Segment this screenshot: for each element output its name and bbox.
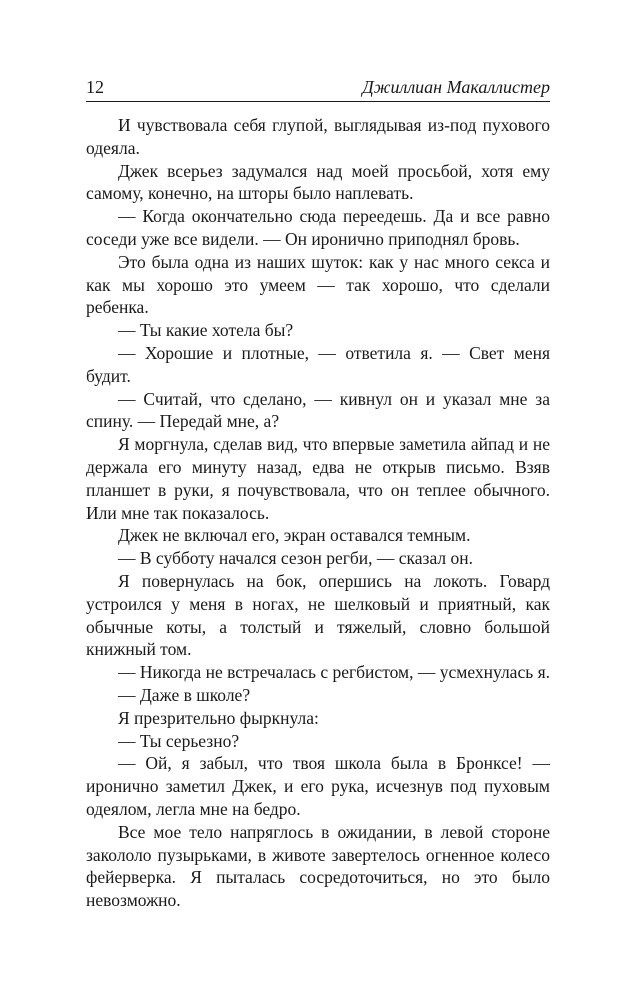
paragraph: Джек не включал его, экран оставался темным. (118, 525, 471, 546)
paragraph: — Ой, я забыл, что твоя школа была в Бронксе! — иронично заметил Джек, и его рука, исчезнув под пуховым одеялом, легла мне на бедро. (86, 753, 550, 819)
author-name: Джиллиан Макаллистер (362, 77, 550, 97)
paragraph: — Никогда не встречалась с регбистом, — усмехнулась я. (118, 662, 550, 683)
paragraph: Я моргнула, сделав вид, что впервые заметила айпад и не держала его минуту назад, едва не открыв письмо. Взяв планшет в руки, я почувствовала, что он теплее обычного. Или мне так показалось. (86, 434, 550, 523)
paragraph: Все мое тело напряглось в ожидании, в левой стороне закололо пузырьками, в животе завертелось огненное колесо фейерверка. Я пыталась сосредоточиться, но это было невозможно. (86, 821, 550, 911)
paragraph: Я презрительно фыркнула: (118, 707, 319, 728)
paragraph: — Когда окончательно сюда переедешь. Да и все равно соседи уже все видели. — Он иронично приподнял бровь. (86, 206, 550, 249)
paragraph: И чувствовала себя глупой, выглядывая из-под пухового одеяла. (86, 115, 550, 158)
paragraph: — Хорошие и плотные, — ответила я. — Свет меня будит. (86, 342, 550, 386)
paragraph: — Даже в школе? (118, 684, 251, 705)
header-rule (86, 101, 550, 102)
body-text (86, 114, 550, 912)
paragraph: — Считай, что сделано, — кивнул он и указал мне за спину. — Передай мне, а? (86, 388, 550, 432)
paragraph: Это была одна из наших шуток: как у нас много секса и как мы хорошо это умеем — так хорошо, что сделали ребенка. (86, 251, 550, 318)
paragraph: Я повернулась на бок, опершись на локоть. Говард устроился у меня в ногах, не шелковый и приятный, как обычные коты, а толстый и тяжелый, словно большой книжный том. (86, 570, 550, 660)
paragraph: — Ты какие хотела бы? (118, 320, 294, 341)
paragraph: Джек всерьез задумался над моей просьбой, хотя ему самому, конечно, на шторы было наплевать. (86, 160, 550, 204)
page-number: 12 (86, 77, 104, 97)
paragraph: — В субботу начался сезон регби, — сказал он. (118, 548, 473, 569)
running-head (86, 76, 550, 98)
paragraph: — Ты серьезно? (118, 730, 240, 751)
